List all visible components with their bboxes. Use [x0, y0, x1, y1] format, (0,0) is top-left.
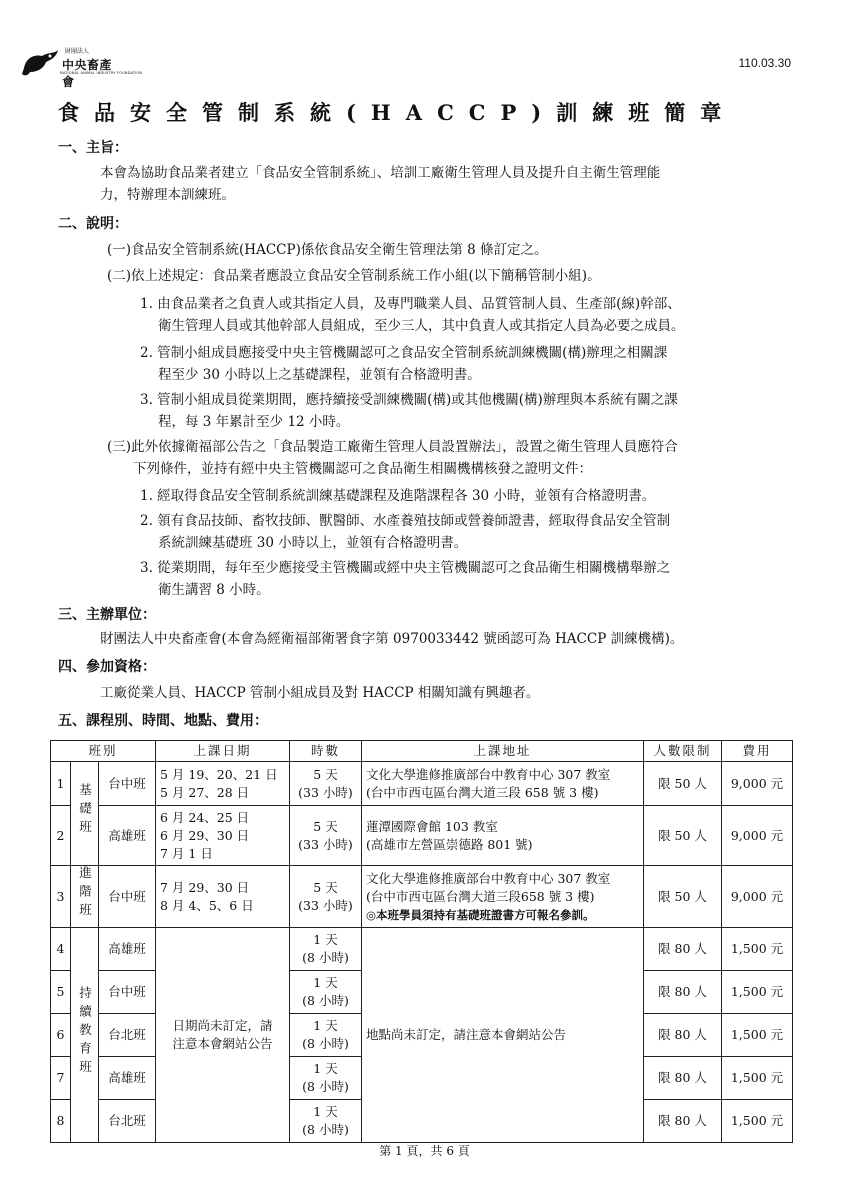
logo-english: NATIONAL ANIMAL INDUSTRY FOUNDATION	[60, 71, 143, 75]
class-limit: 限 80 人	[644, 971, 722, 1014]
s2-c2-line-2: 系統訓練基礎班 30 小時以上，並領有合格證明書。	[158, 535, 468, 551]
s2-item-a: (一)食品安全管制系統(HACCP)係依食品安全衛生管理法第 8 條訂定之。	[107, 242, 548, 258]
class-limit: 限 80 人	[644, 1057, 722, 1100]
class-hours: 1 天 (8 小時)	[290, 1057, 362, 1100]
class-name: 台中班	[99, 762, 156, 806]
col-header-date: 上課日期	[156, 741, 290, 762]
class-fee: 9,000 元	[722, 866, 793, 928]
class-hours: 5 天 (33 小時)	[290, 806, 362, 866]
row-number: 4	[51, 928, 71, 971]
class-fee: 1,500 元	[722, 1100, 793, 1143]
col-header-fee: 費用	[722, 741, 793, 762]
col-header-class: 班別	[51, 741, 156, 762]
row-number: 2	[51, 806, 71, 866]
s2-b3-line-1: 3. 管制小組成員從業期間，應持續接受訓練機關(構)或其他機關(構)辦理與本系統有關之課	[140, 392, 678, 408]
s2-b1-line-1: 1. 由食品業者之負責人或其指定人員，及專門職業人員、品質管制人員、生產部(線)幹部、	[140, 296, 681, 312]
class-date: 7 月 29、30 日 8 月 4、5、6 日	[156, 866, 290, 928]
class-limit: 限 80 人	[644, 1100, 722, 1143]
group-basic-label: 基礎班	[77, 783, 93, 839]
class-fee: 9,000 元	[722, 762, 793, 806]
s2-b1-line-2: 衛生管理人員或其他幹部人員組成，至少三人，其中負責人或其指定人員為必要之成員。	[158, 318, 685, 334]
group-advanced	[71, 866, 99, 928]
logo-prefix: 財團法人	[65, 48, 90, 55]
class-fee: 1,500 元	[722, 1014, 793, 1057]
s2-c2-line-1: 2. 領有食品技師、畜牧技師、獸醫師、水產養殖技師或營養師證書，經取得食品安全管制	[140, 513, 671, 529]
class-date: 5 月 19、20、21 日 5 月 27、28 日	[156, 762, 290, 806]
logo-name: 中央畜產會	[62, 58, 113, 89]
class-address-cell	[362, 866, 644, 928]
class-name: 高雄班	[99, 806, 156, 866]
tbd-address: 地點尚未訂定，請注意本會網站公告	[362, 928, 644, 1143]
s4-text: 工廠從業人員、HACCP 管制小組成員及對 HACCP 相關知識有興趣者。	[100, 685, 540, 701]
class-name: 台北班	[99, 1100, 156, 1143]
s1-line-2: 力，特辦理本訓練班。	[100, 187, 235, 203]
foundation-logo	[20, 44, 143, 89]
class-limit: 限 50 人	[644, 866, 722, 928]
s2-c3-line-1: 3. 從業期間，每年至少應接受主管機關或經中央主管機關認可之食品衛生相關機構舉辦之	[140, 560, 671, 576]
course-table	[50, 740, 793, 1143]
class-name: 台中班	[99, 971, 156, 1014]
class-hours: 1 天 (8 小時)	[290, 1014, 362, 1057]
table-row	[51, 928, 793, 971]
group-basic	[71, 762, 99, 866]
class-address: 文化大學進修推廣部台中教育中心 307 教室 (台中市西屯區台灣大道三段658 號 3 樓)	[366, 870, 611, 904]
class-hours: 5 天 (33 小時)	[290, 762, 362, 806]
col-header-address: 上課地址	[362, 741, 644, 762]
s2-item-c-line-1: (三)此外依據衛福部公告之「食品製造工廠衛生管理人員設置辦法」，設置之衛生管理人員應符合	[107, 439, 678, 455]
class-hours: 1 天 (8 小時)	[290, 971, 362, 1014]
page-footer: 第 1 頁，共 6 頁	[379, 1144, 470, 1158]
class-name: 高雄班	[99, 928, 156, 971]
class-limit: 限 50 人	[644, 762, 722, 806]
class-date: 6 月 24、25 日 6 月 29、30 日 7 月 1 日	[156, 806, 290, 866]
class-fee: 1,500 元	[722, 928, 793, 971]
table-row	[51, 866, 793, 928]
class-hours: 5 天 (33 小時)	[290, 866, 362, 928]
s2-c1-line-1: 1. 經取得食品安全管制系統訓練基礎課程及進階課程各 30 小時，並領有合格證明書。	[140, 488, 656, 504]
row-number: 6	[51, 1014, 71, 1057]
document-date: 110.03.30	[738, 56, 791, 70]
table-row	[51, 762, 793, 806]
row-number: 1	[51, 762, 71, 806]
group-continuing-label: 持續教育班	[77, 986, 93, 1079]
class-fee: 9,000 元	[722, 806, 793, 866]
col-header-limit: 人數限制	[644, 741, 722, 762]
table-header-row	[51, 741, 793, 762]
s2-b3-line-2: 程，每 3 年累計至少 12 小時。	[158, 414, 350, 430]
class-fee: 1,500 元	[722, 1057, 793, 1100]
section-3-heading: 三、主辦單位：	[58, 607, 156, 623]
s2-item-b: (二)依上述規定：食品業者應設立食品安全管制系統工作小組(以下簡稱管制小組)。	[107, 268, 601, 284]
section-4-heading: 四、參加資格：	[58, 659, 156, 675]
class-address: 蓮潭國際會館 103 教室 (高雄市左營區崇德路 801 號)	[362, 806, 644, 866]
section-1-heading: 一、主旨：	[58, 140, 128, 156]
row-number: 8	[51, 1100, 71, 1143]
class-hours: 1 天 (8 小時)	[290, 928, 362, 971]
s2-c3-line-2: 衛生講習 8 小時。	[158, 582, 270, 598]
class-limit: 限 80 人	[644, 1014, 722, 1057]
class-limit: 限 80 人	[644, 928, 722, 971]
col-header-hours: 時數	[290, 741, 362, 762]
s2-item-c-line-2: 下列條件，並持有經中央主管機關認可之食品衛生相關機構核發之證明文件：	[133, 461, 592, 477]
group-continuing	[71, 928, 99, 1143]
row-number: 7	[51, 1057, 71, 1100]
tbd-date: 日期尚未訂定，請 注意本會網站公告	[156, 928, 290, 1143]
row-number: 5	[51, 971, 71, 1014]
row-number: 3	[51, 866, 71, 928]
s2-b2-line-2: 程至少 30 小時以上之基礎課程，並領有合格證明書。	[158, 367, 481, 383]
section-5-heading: 五、課程別、時間、地點、費用：	[58, 713, 268, 729]
section-2-heading: 二、說明：	[58, 216, 128, 232]
table-row	[51, 806, 793, 866]
class-name: 台中班	[99, 866, 156, 928]
class-note: ◎本班學員須持有基礎班證書方可報名參訓。	[366, 907, 595, 922]
group-advanced-label: 進階班	[77, 866, 93, 922]
page-title: 食品安全管制系統(HACCP)訓練班簡章	[58, 100, 737, 125]
s1-line-1: 本會為協助食品業者建立「食品安全管制系統」、培訓工廠衛生管理人員及提升自主衛生管理能	[100, 165, 661, 181]
class-name: 高雄班	[99, 1057, 156, 1100]
class-limit: 限 50 人	[644, 806, 722, 866]
s3-text: 財團法人中央畜產會(本會為經衛福部衛署食字第 0970033442 號函認可為 HACCP 訓練機構)。	[100, 631, 684, 647]
class-address: 文化大學進修推廣部台中教育中心 307 教室 (台中市西屯區台灣大道三段 658 號 3 樓)	[362, 762, 644, 806]
s2-b2-line-1: 2. 管制小組成員應接受中央主管機關認可之食品安全管制系統訓練機關(構)辦理之相關課	[140, 345, 668, 361]
cow-logo-icon	[20, 48, 60, 78]
class-hours: 1 天 (8 小時)	[290, 1100, 362, 1143]
class-name: 台北班	[99, 1014, 156, 1057]
class-fee: 1,500 元	[722, 971, 793, 1014]
